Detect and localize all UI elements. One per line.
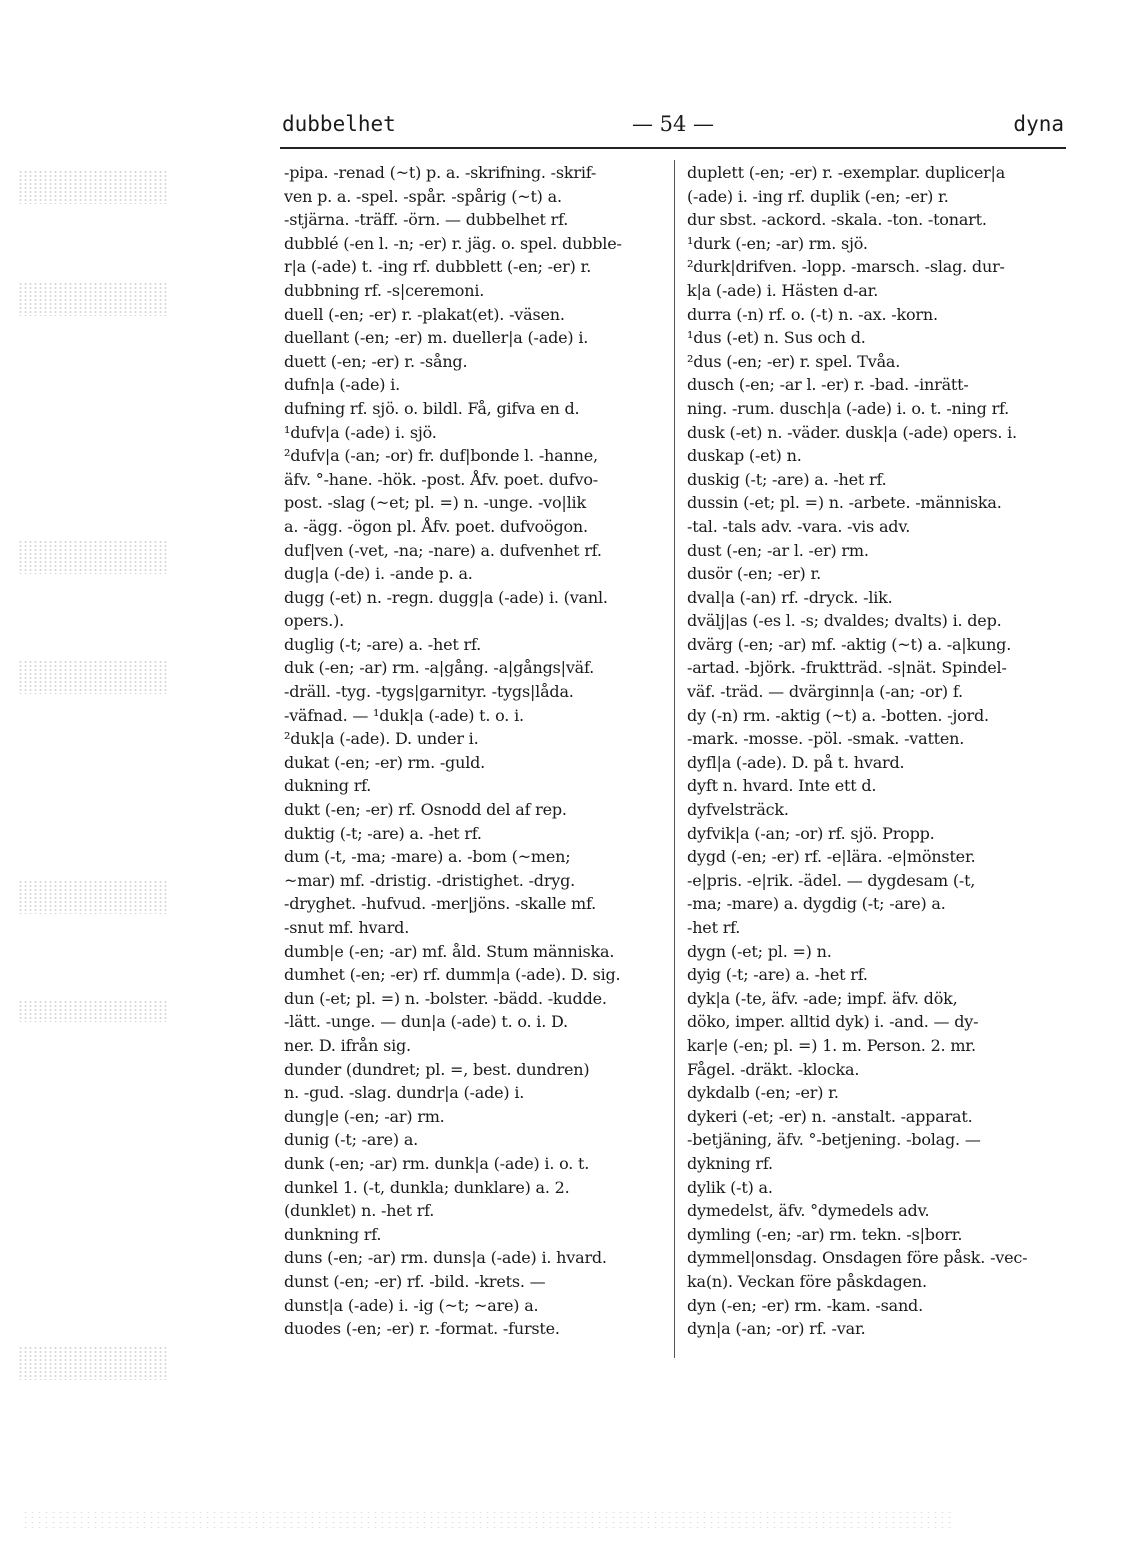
dictionary-line: dylik (-t) a. — [687, 1177, 773, 1197]
dictionary-line: dukt (-en; -er) rf. Osnodd del af rep. — [284, 800, 567, 820]
header-left-guideword: dubbelhet — [282, 112, 396, 136]
scan-noise — [18, 170, 168, 204]
dictionary-line: dukat (-en; -er) rm. -guld. — [284, 752, 486, 772]
dictionary-line: ²dus (-en; -er) r. spel. Tvåa. — [687, 351, 901, 371]
page-header — [282, 112, 1064, 146]
dictionary-line: ²duk|a (-ade). D. under i. — [284, 729, 479, 749]
dictionary-line: dykning rf. — [687, 1153, 773, 1173]
dictionary-line: dygn (-et; pl. =) n. — [687, 941, 832, 961]
scan-noise — [18, 1000, 168, 1022]
dictionary-line: dugg (-et) n. -regn. dugg|a (-ade) i. (vanl. — [284, 587, 608, 607]
dictionary-line: duodes (-en; -er) r. -format. -furste. — [284, 1319, 560, 1339]
dictionary-line: dyn|a (-an; -or) rf. -var. — [687, 1319, 866, 1339]
dictionary-line: -tal. -tals adv. -vara. -vis adv. — [687, 516, 911, 536]
dictionary-line: dunst|a (-ade) i. -ig (~t; ~are) a. — [284, 1295, 539, 1315]
dictionary-line: -stjärna. -träff. -örn. — dubbelhet rf. — [284, 210, 569, 230]
dictionary-line: dunst (-en; -er) rf. -bild. -krets. — — [284, 1271, 546, 1291]
dictionary-line: äfv. °-hane. -hök. -post. Åfv. poet. dufvo- — [284, 469, 598, 489]
dictionary-line: dygd (-en; -er) rf. -e|lära. -e|mönster. — [687, 847, 976, 867]
dictionary-line: dum (-t, -ma; -mare) a. -bom (~men; — [284, 847, 571, 867]
header-right-guideword: dyna — [1013, 112, 1064, 136]
dictionary-line: r|a (-ade) t. -ing rf. dubblett (-en; -er) r. — [284, 257, 592, 277]
header-rule — [280, 147, 1066, 149]
dictionary-line: duglig (-t; -are) a. -het rf. — [284, 634, 481, 654]
dictionary-line: (dunklet) n. -het rf. — [284, 1201, 435, 1221]
dictionary-line: dymmel|onsdag. Onsdagen före påsk. -vec- — [687, 1248, 1028, 1268]
dictionary-line: Fågel. -dräkt. -klocka. — [687, 1059, 860, 1079]
dictionary-line: dvärg (-en; -ar) mf. -aktig (~t) a. -a|kung. — [687, 634, 1012, 654]
dictionary-line: duellant (-en; -er) m. dueller|a (-ade) i. — [284, 328, 589, 348]
dictionary-line: -artad. -björk. -fruktträd. -s|nät. Spindel- — [687, 658, 1007, 678]
dictionary-line: duett (-en; -er) r. -sång. — [284, 351, 468, 371]
dictionary-line: (-ade) i. -ing rf. duplik (-en; -er) r. — [687, 186, 949, 206]
dictionary-line: dyfvik|a (-an; -or) rf. sjö. Propp. — [687, 823, 935, 843]
dictionary-line: duk (-en; -ar) rm. -a|gång. -a|gångs|väf. — [284, 658, 595, 678]
dictionary-line: duktig (-t; -are) a. -het rf. — [284, 823, 482, 843]
dictionary-line: dur sbst. -ackord. -skala. -ton. -tonart. — [687, 210, 987, 230]
column-divider — [674, 160, 675, 1358]
dictionary-line: dufning rf. sjö. o. bildl. Få, gifva en d. — [284, 398, 580, 418]
dictionary-line: -dräll. -tyg. -tygs|garnityr. -tygs|låda. — [284, 682, 574, 702]
scan-noise — [18, 1346, 168, 1380]
scan-noise — [18, 282, 168, 316]
dictionary-line: -väfnad. — ¹duk|a (-ade) t. o. i. — [284, 705, 524, 725]
dictionary-line: dun (-et; pl. =) n. -bolster. -bädd. -kudde. — [284, 988, 607, 1008]
dictionary-line: duns (-en; -ar) rm. duns|a (-ade) i. hvard. — [284, 1248, 607, 1268]
dictionary-line: dusör (-en; -er) r. — [687, 564, 822, 584]
dictionary-line: dymedelst, äfv. °dymedels adv. — [687, 1201, 930, 1221]
dictionary-line: -ma; -mare) a. dygdig (-t; -are) a. — [687, 894, 946, 914]
dictionary-line: döko, imper. alltid dyk) i. -and. — dy- — [687, 1012, 979, 1032]
dictionary-line: dyk|a (-te, äfv. -ade; impf. äfv. dök, — [687, 988, 958, 1008]
dictionary-line: dussin (-et; pl. =) n. -arbete. -människa. — [687, 493, 1002, 513]
dictionary-line: -betjäning, äfv. °-betjening. -bolag. — — [687, 1130, 981, 1150]
dictionary-line: duskig (-t; -are) a. -het rf. — [687, 469, 887, 489]
dictionary-line: dunder (dundret; pl. =, best. dundren) — [284, 1059, 590, 1079]
dictionary-line: opers.). — [284, 611, 345, 631]
dictionary-line: ner. D. ifrån sig. — [284, 1035, 411, 1055]
dictionary-line: dyn (-en; -er) rm. -kam. -sand. — [687, 1295, 923, 1315]
dictionary-line: väf. -träd. — dvärginn|a (-an; -or) f. — [687, 682, 963, 702]
dictionary-line: kar|e (-en; pl. =) 1. m. Person. 2. mr. — [687, 1035, 976, 1055]
dictionary-line: ¹durk (-en; -ar) rm. sjö. — [687, 233, 868, 253]
dictionary-line: a. -ägg. -ögon pl. Åfv. poet. dufvoögon. — [284, 516, 588, 536]
dictionary-line: dy (-n) rm. -aktig (~t) a. -botten. -jord. — [687, 705, 989, 725]
dictionary-line: dunkning rf. — [284, 1224, 382, 1244]
dictionary-line: k|a (-ade) i. Hästen d-ar. — [687, 280, 879, 300]
dictionary-line: dumhet (-en; -er) rf. dumm|a (-ade). D. sig. — [284, 965, 621, 985]
dictionary-line: -snut mf. hvard. — [284, 918, 410, 937]
page-number: — 54 — — [631, 112, 715, 136]
dictionary-line: dyfl|a (-ade). D. på t. hvard. — [687, 752, 905, 772]
dictionary-line: dyig (-t; -are) a. -het rf. — [687, 965, 868, 985]
dictionary-line: -e|pris. -e|rik. -ädel. — dygdesam (-t, — [687, 870, 976, 890]
dictionary-line: dumb|e (-en; -ar) mf. åld. Stum människa. — [284, 941, 615, 961]
dictionary-line: duell (-en; -er) r. -plakat(et). -väsen. — [284, 304, 565, 324]
dictionary-line: -lätt. -unge. — dun|a (-ade) t. o. i. D. — [284, 1012, 568, 1032]
dictionary-line: ~mar) mf. -dristig. -dristighet. -dryg. — [284, 870, 576, 890]
dictionary-line: dykeri (-et; -er) n. -anstalt. -apparat. — [687, 1106, 973, 1126]
scan-noise — [18, 660, 168, 694]
dictionary-line: -pipa. -renad (~t) p. a. -skrifning. -skrif- — [284, 163, 597, 182]
dictionary-line: dval|a (-an) rf. -dryck. -lik. — [687, 587, 893, 607]
dictionary-line: dung|e (-en; -ar) rm. — [284, 1106, 445, 1126]
dictionary-line: ning. -rum. dusch|a (-ade) i. o. t. -ning rf. — [687, 398, 1010, 418]
dictionary-line: dubblé (-en l. -n; -er) r. jäg. o. spel. dubble- — [284, 233, 622, 253]
dictionary-line: dust (-en; -ar l. -er) rm. — [687, 540, 869, 560]
dictionary-line: ²durk|drifven. -lopp. -marsch. -slag. dur- — [687, 257, 1005, 277]
scan-noise — [18, 880, 168, 914]
dictionary-line: duskap (-et) n. — [687, 446, 802, 466]
scan-noise — [18, 540, 168, 574]
dictionary-line: dug|a (-de) i. -ande p. a. — [284, 564, 473, 584]
scan-noise-bottom — [22, 1510, 952, 1532]
dictionary-line: n. -gud. -slag. dundr|a (-ade) i. — [284, 1083, 525, 1103]
right-column — [687, 161, 1069, 1341]
dictionary-line: duf|ven (-vet, -na; -nare) a. dufvenhet rf. — [284, 540, 602, 560]
dictionary-line: dunkel 1. (-t, dunkla; dunklare) a. 2. — [284, 1177, 570, 1197]
dictionary-line: -het rf. — [687, 918, 741, 937]
left-column — [284, 161, 668, 1341]
dictionary-line: ven p. a. -spel. -spår. -spårig (~t) a. — [284, 186, 562, 206]
dictionary-line: ¹dufv|a (-ade) i. sjö. — [284, 422, 437, 442]
dictionary-line: dunig (-t; -are) a. — [284, 1130, 419, 1150]
dictionary-line: dyft n. hvard. Inte ett d. — [687, 776, 877, 796]
dictionary-line: post. -slag (~et; pl. =) n. -unge. -vo|lik — [284, 493, 586, 513]
dictionary-line: dubbning rf. -s|ceremoni. — [284, 280, 485, 300]
dictionary-line: dymling (-en; -ar) rm. tekn. -s|borr. — [687, 1224, 963, 1244]
dictionary-line: duplett (-en; -er) r. -exemplar. duplicer|a — [687, 163, 1006, 182]
dictionary-line: dusch (-en; -ar l. -er) r. -bad. -inrätt- — [687, 375, 969, 395]
dictionary-line: dufn|a (-ade) i. — [284, 375, 401, 395]
dictionary-line: -mark. -mosse. -pöl. -smak. -vatten. — [687, 729, 965, 749]
dictionary-line: dusk (-et) n. -väder. dusk|a (-ade) opers. i. — [687, 422, 1017, 442]
dictionary-line: dyfvelsträck. — [687, 800, 789, 820]
dictionary-line: dvälj|as (-es l. -s; dvaldes; dvalts) i. dep. — [687, 611, 1002, 631]
dictionary-line: dunk (-en; -ar) rm. dunk|a (-ade) i. o. t. — [284, 1153, 590, 1173]
dictionary-line: dukning rf. — [284, 776, 372, 796]
dictionary-line: ka(n). Veckan före påskdagen. — [687, 1271, 927, 1291]
dictionary-line: ¹dus (-et) n. Sus och d. — [687, 328, 866, 348]
dictionary-line: ²dufv|a (-an; -or) fr. duf|bonde l. -hanne, — [284, 446, 598, 466]
dictionary-line: -dryghet. -hufvud. -mer|jöns. -skalle mf. — [284, 894, 597, 914]
dictionary-line: durra (-n) rf. o. (-t) n. -ax. -korn. — [687, 304, 938, 324]
dictionary-line: dykdalb (-en; -er) r. — [687, 1083, 839, 1103]
